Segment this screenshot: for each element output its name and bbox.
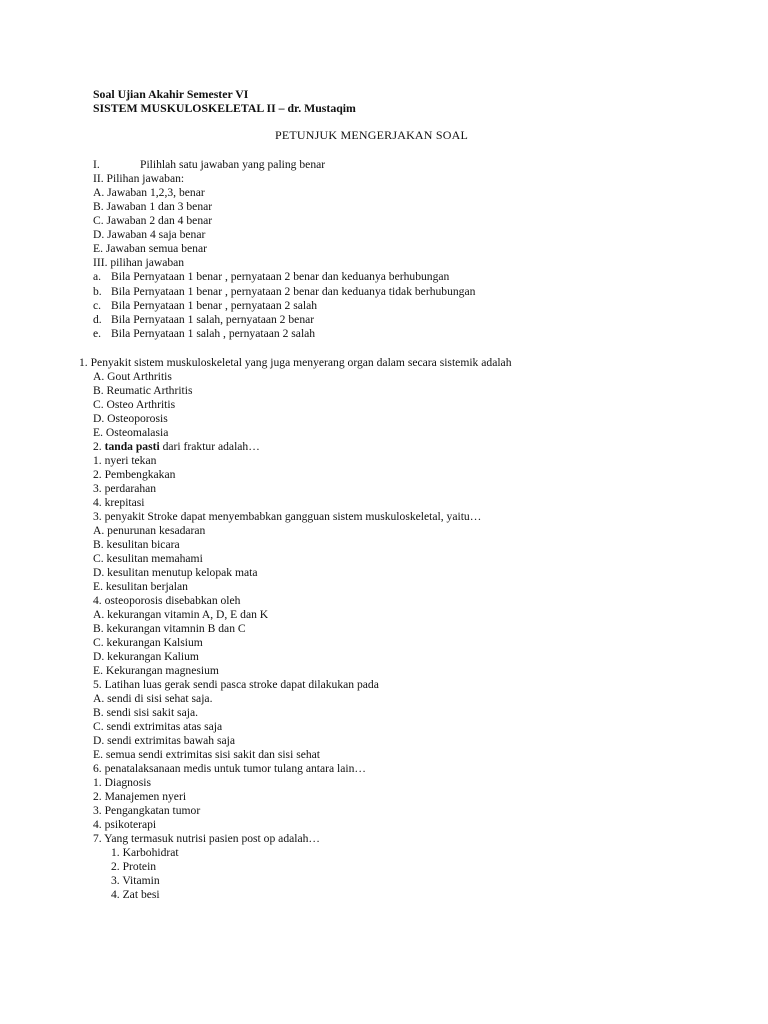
question-4-option: C. kekurangan Kalsium [93,636,203,649]
question-2-emphasis: tanda pasti [104,440,160,453]
statement-option-marker: e. [93,327,102,340]
question-2-option: 4. krepitasi [93,496,145,509]
question-3: 3. penyakit Stroke dapat menyembabkan gangguan sistem muskuloskeletal, yaitu… [93,510,482,523]
statement-option-text: Bila Pernyataan 1 benar , pernyataan 2 benar dan keduanya tidak berhubungan [111,285,476,298]
statement-option-text: Bila Pernyataan 1 benar , pernyataan 2 benar dan keduanya berhubungan [111,270,450,283]
instruction-2-title: II. Pilihan jawaban: [93,172,185,185]
question-7: 7. Yang termasuk nutrisi pasien post op adalah… [93,832,321,845]
statement-option-text: Bila Pernyataan 1 salah, pernyataan 2 benar [111,313,315,326]
answer-key-option: B. Jawaban 1 dan 3 benar [93,200,213,213]
statement-option-marker: b. [93,285,102,298]
question-6-option: 4. psikoterapi [93,818,157,831]
answer-key-option: D. Jawaban 4 saja benar [93,228,206,241]
question-6-option: 1. Diagnosis [93,776,151,789]
question-5-option: B. sendi sisi sakit saja. [93,706,198,719]
instruction-1-text: Pilihlah satu jawaban yang paling benar [140,158,326,171]
question-7-option: 3. Vitamin [111,874,160,887]
question-1-option: A. Gout Arthritis [93,370,172,383]
question-2-rest: dari fraktur adalah… [162,440,260,453]
question-3-option: C. kesulitan memahami [93,552,203,565]
question-4-option: A. kekurangan vitamin A, D, E dan K [93,608,269,621]
answer-key-option: C. Jawaban 2 dan 4 benar [93,214,213,227]
statement-option-marker: a. [93,270,102,283]
instruction-3-title: III. pilihan jawaban [93,256,185,269]
question-2-option: 1. nyeri tekan [93,454,157,467]
statement-option-marker: c. [93,299,102,312]
question-2-option: 3. perdarahan [93,482,157,495]
question-2 [93,440,260,454]
question-1-option: C. Osteo Arthritis [93,398,176,411]
question-2-option: 2. Pembengkakan [93,468,176,481]
question-3-option: D. kesulitan menutup kelopak mata [93,566,258,579]
statement-option-text: Bila Pernyataan 1 benar , pernyataan 2 salah [111,299,318,312]
instructions-heading: PETUNJUK MENGERJAKAN SOAL [275,128,469,142]
question-5-option: D. sendi extrimitas bawah saja [93,734,235,747]
question-1-option: D. Osteoporosis [93,412,168,425]
question-7-option: 1. Karbohidrat [111,846,179,859]
question-6-option: 3. Pengangkatan tumor [93,804,201,817]
question-1: 1. Penyakit sistem muskuloskeletal yang juga menyerang organ dalam secara sistemik adalah [79,356,512,369]
question-1-option: E. Osteomalasia [93,426,169,439]
question-5-option: A. sendi di sisi sehat saja. [93,692,213,705]
question-3-option: E. kesulitan berjalan [93,580,188,593]
exam-title: Soal Ujian Akahir Semester VI [93,87,249,101]
statement-option-text: Bila Pernyataan 1 salah , pernyataan 2 salah [111,327,316,340]
question-4-option: E. Kekurangan magnesium [93,664,219,677]
question-5: 5. Latihan luas gerak sendi pasca stroke dapat dilakukan pada [93,678,379,691]
question-2-number: 2. [93,440,102,453]
answer-key-option: A. Jawaban 1,2,3, benar [93,186,205,199]
question-5-option: C. sendi extrimitas atas saja [93,720,223,733]
question-4: 4. osteoporosis disebabkan oleh [93,594,241,607]
question-1-option: B. Reumatic Arthritis [93,384,193,397]
statement-option-marker: d. [93,313,102,326]
question-4-option: B. kekurangan vitamnin B dan C [93,622,246,635]
question-5-option: E. semua sendi extrimitas sisi sakit dan sisi sehat [93,748,321,761]
question-3-option: A. penurunan kesadaran [93,524,206,537]
question-3-option: B. kesulitan bicara [93,538,180,551]
instruction-1-marker: I. [93,158,100,171]
question-7-option: 4. Zat besi [111,888,160,901]
question-7-option: 2. Protein [111,860,157,873]
question-6-option: 2. Manajemen nyeri [93,790,187,803]
answer-key-option: E. Jawaban semua benar [93,242,207,255]
question-6: 6. penatalaksanaan medis untuk tumor tulang antara lain… [93,762,367,775]
exam-subject: SISTEM MUSKULOSKELETAL II – dr. Mustaqim [93,101,356,115]
question-4-option: D. kekurangan Kalium [93,650,199,663]
